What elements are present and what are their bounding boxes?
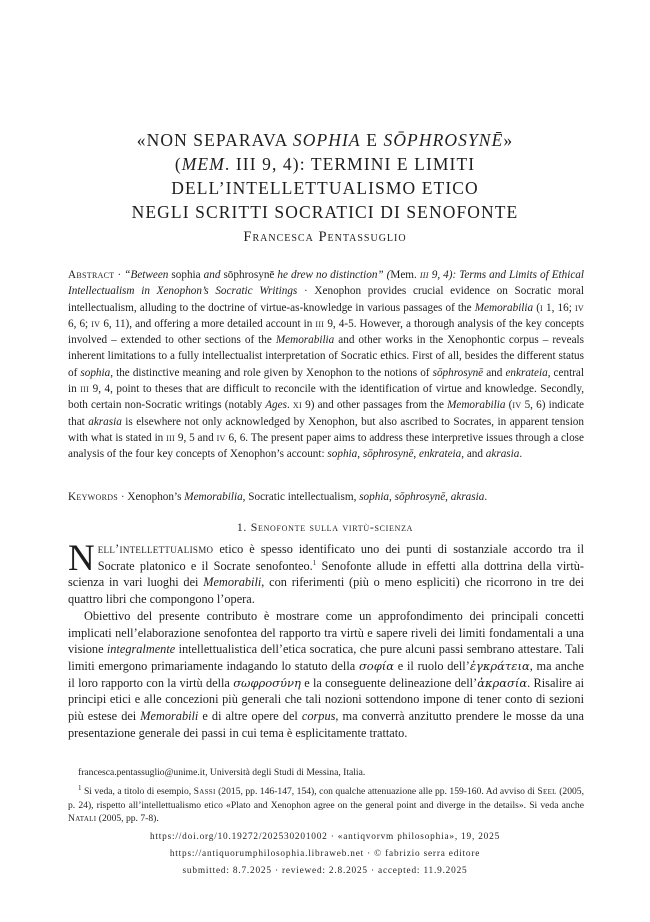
abstract-text: Memorabilia bbox=[474, 301, 534, 314]
body-smallcaps: ell’intellettualismo bbox=[97, 542, 214, 556]
cited-author: Seel bbox=[537, 786, 557, 798]
abstract-text: iv bbox=[216, 431, 226, 444]
abstract-text: . bbox=[286, 399, 293, 412]
abstract-text: 1, 16; bbox=[542, 301, 575, 314]
abstract-text: and other works in the Xenophontic corpus – reveals inherent limitations to a fully intellectualist interpretation of Socratic ethics. First of all, besides the different status of bbox=[68, 334, 584, 379]
greek-term: ἀκρασία bbox=[477, 675, 528, 690]
keyword-text: , bbox=[445, 491, 451, 503]
abstract-text: · Xenophon provides crucial evidence on Socratic moral intellectualism, alluding to the doctrine of virtue-as-knowledge in various passages of the bbox=[68, 285, 584, 314]
article-title bbox=[40, 128, 610, 224]
author-affiliation: francesca.pentassuglio@unime.it, Università degli Studi di Messina, Italia. bbox=[78, 767, 366, 778]
section-heading: 1. Senofonte sulla virtù-scienza bbox=[236, 520, 414, 534]
body-run: , ma converrà anzitutto prendere le mosse da una presentazione generale dei passi in cui tema è esplicitamente trattato. bbox=[68, 709, 584, 740]
keyword-text: Memorabilia bbox=[184, 491, 243, 503]
abstract-label: Abstract bbox=[68, 269, 115, 281]
body-italic: Memorabili bbox=[203, 575, 262, 590]
title-text: ( bbox=[174, 154, 182, 174]
abstract-text: , the distinctive meaning and role given by Xenophon to the notions of bbox=[110, 366, 433, 379]
abstract-text: iv bbox=[512, 399, 522, 412]
keyword-text: , Socratic intellectualism, bbox=[242, 491, 360, 503]
cited-author: Sassi bbox=[193, 786, 216, 798]
abstract-text: Ages bbox=[265, 399, 287, 412]
abstract-text: Mem. bbox=[390, 269, 420, 281]
body-text bbox=[68, 538, 584, 741]
abstract-text: iii bbox=[166, 431, 176, 444]
title-italic: SOPHIA bbox=[292, 130, 361, 150]
abstract-text: and bbox=[203, 269, 221, 281]
title-line-3: DELL’INTELLETTUALISMO ETICO bbox=[171, 178, 479, 198]
keyword-text: sōphrosynē bbox=[394, 491, 446, 503]
abstract-text: 9, 4-5. However, a thorough analysis of the key concepts involved – extended to other sections of the bbox=[68, 317, 584, 347]
publisher-line[interactable]: https://antiquorumphilosophia.libraweb.net · © fabrizio serra editore bbox=[169, 849, 481, 859]
abstract-text: akrasia bbox=[485, 448, 520, 461]
body-italic: Memorabili bbox=[140, 709, 199, 724]
body-italic: corpus bbox=[301, 709, 336, 724]
title-text: » bbox=[503, 130, 514, 150]
abstract-text: and bbox=[483, 366, 506, 379]
keywords bbox=[68, 489, 584, 505]
title-italic: SŌPHROSYNĒ bbox=[383, 130, 504, 150]
abstract-text: 6, 6. The present paper aims to address these interpretive issues through a close analysis of the four key concepts of Xenophon’s account: bbox=[68, 431, 584, 461]
title-line-1 bbox=[40, 128, 610, 152]
title-italic: MEM bbox=[181, 154, 225, 174]
greek-term: σωφροσύνη bbox=[233, 675, 301, 690]
abstract-text: he drew no distinction” ( bbox=[277, 269, 391, 281]
body-run: e il ruolo dell’ bbox=[394, 658, 470, 673]
abstract-text: 9) and other passages from the bbox=[301, 399, 448, 412]
publication-info bbox=[40, 829, 610, 880]
author-name: Francesca Pentassuglio bbox=[243, 229, 407, 245]
abstract-text: , and bbox=[461, 448, 486, 461]
keyword-text: sophia bbox=[359, 491, 390, 503]
greek-term: ἐγκράτεια bbox=[469, 658, 530, 673]
separator: · bbox=[118, 491, 128, 503]
abstract-text: 9, 4, point to theses that are difficult to reconcile with the identification of virtue and knowledge. Secondly, both certain non-Socratic writings (notably bbox=[68, 383, 585, 412]
dates-line: submitted: 8.7.2025 · reviewed: 2.8.2025 · accepted: 11.9.2025 bbox=[182, 866, 468, 876]
abstract-text: , bbox=[357, 448, 363, 461]
abstract-text: ( bbox=[533, 301, 540, 314]
abstract-text: akrasia bbox=[88, 415, 122, 428]
keywords-label: Keywords bbox=[68, 491, 119, 503]
title-line-4: NEGLI SCRITTI SOCRATICI DI SENOFONTE bbox=[131, 202, 519, 222]
abstract bbox=[68, 267, 584, 463]
title-text: «NON SEPARAVA bbox=[136, 130, 293, 150]
abstract-text: enkrateia bbox=[505, 366, 548, 379]
abstract-text: “Between bbox=[124, 269, 169, 281]
doi-journal-line[interactable]: https://doi.org/10.19272/202530201002 · «antiqvorvm philosophia», 19, 2025 bbox=[149, 832, 501, 842]
paragraph-1 bbox=[68, 538, 584, 608]
abstract-text: 6, 11), and offering a more detailed account in bbox=[100, 317, 316, 330]
abstract-text: 9, 5 and bbox=[175, 431, 217, 444]
abstract-text: ( bbox=[505, 399, 513, 412]
keyword-text: Xenophon’s bbox=[127, 491, 185, 503]
greek-term: σοφία bbox=[358, 658, 395, 673]
abstract-text: , bbox=[413, 448, 419, 461]
keyword-text: , bbox=[389, 491, 395, 503]
abstract-text: iii bbox=[315, 317, 325, 330]
drop-cap: N bbox=[68, 538, 95, 579]
abstract-text: sophia bbox=[327, 448, 358, 461]
body-run: e la conseguente delineazione dell’ bbox=[300, 675, 478, 690]
abstract-text: sophia bbox=[168, 269, 204, 281]
body-run: . Risalire ai principi etici e alle concezioni più generali che tali nozioni sottendono impone di tener conto di sezioni più estese dei bbox=[68, 675, 584, 724]
abstract-text: iv bbox=[91, 317, 101, 330]
footnote-run: (2005, p. 24), rispetto all’intellettualismo etico «Plato and Xenophon agree on the general point and diverge in the details». Si veda anche bbox=[68, 786, 584, 811]
keyword-text: akrasia bbox=[450, 491, 485, 503]
body-run: Obiettivo del presente contributo è mostrare come un approfondimento dei principali concetti implicati nell’elaborazione senofontea del rapporto tra virtù e sapere riveli dei limiti fondamentali a una visione bbox=[68, 608, 584, 657]
abstract-text: 6, 6; bbox=[68, 317, 92, 330]
title-line-2 bbox=[40, 152, 610, 176]
keyword-text: . bbox=[484, 491, 488, 503]
abstract-text: is elsewhere not only acknowledged by Xenophon, but also ascribed to Socrates, in apparent tension with what is stated in bbox=[68, 415, 584, 444]
footnote-run: (2015, pp. 146-147, 154), con qualche attenuazione alle pp. 159-160. Ad avviso di bbox=[215, 786, 538, 798]
title-text: E bbox=[360, 130, 384, 150]
title-text: . III 9, 4): TERMINI E LIMITI bbox=[224, 154, 476, 174]
footnote-run: (2005, pp. 7-8). bbox=[96, 812, 159, 824]
body-run: intellettualistica dell’etica socratica, che pure alcuni passi sembrano attestare. Tali limiti emergono primariamente indagando lo statuto della bbox=[68, 642, 584, 673]
abstract-text: enkrateia bbox=[419, 448, 462, 461]
footnote-1 bbox=[68, 785, 584, 825]
abstract-text: iii bbox=[419, 269, 429, 281]
body-run: , ma anche il loro rapporto con la virtù della bbox=[68, 658, 584, 690]
footnote-number: 1 bbox=[78, 784, 82, 793]
footnote-ref[interactable]: 1 bbox=[312, 558, 317, 567]
abstract-text: 5, 6) indicate that bbox=[68, 399, 585, 428]
abstract-text: iii bbox=[80, 383, 90, 396]
body-italic: integralmente bbox=[106, 642, 176, 657]
abstract-text: Memorabilia bbox=[447, 399, 506, 412]
footnote-run: Si veda, a titolo di esempio, bbox=[81, 786, 194, 798]
abstract-text: sōphrosynē bbox=[220, 269, 278, 281]
abstract-text: sophia bbox=[80, 366, 111, 379]
body-run: Senofonte allude in effetti alla dottrina della virtù-scienza in vari luoghi dei bbox=[68, 558, 584, 590]
cited-author: Natali bbox=[68, 812, 97, 824]
abstract-text: . bbox=[519, 448, 523, 461]
abstract-text: xi bbox=[292, 399, 302, 412]
abstract-text: Memorabilia bbox=[275, 334, 335, 347]
body-run: , con riferimenti (più o meno espliciti) che ricorrono in tre dei quattro libri che compongono l’opera. bbox=[68, 575, 584, 607]
abstract-text: sōphrosynē bbox=[432, 366, 484, 379]
abstract-text: i bbox=[539, 301, 543, 314]
footnotes bbox=[68, 766, 584, 825]
abstract-text: , central in bbox=[68, 366, 584, 396]
abstract-text: sōphrosynē bbox=[362, 448, 414, 461]
body-run: e di altre opere del bbox=[198, 709, 302, 724]
separator: · bbox=[114, 269, 125, 281]
abstract-text: 9, 4): Terms and Limits of Ethical Intellectualism in Xenophon’s Socratic Writings bbox=[68, 269, 585, 298]
abstract-text: iv bbox=[574, 301, 584, 314]
paragraph-2 bbox=[68, 608, 584, 742]
body-run: etico è spesso identificato uno dei punti di sostanziale accordo tra il Socrate platonico e il Socrate senofonteo. bbox=[97, 542, 584, 573]
